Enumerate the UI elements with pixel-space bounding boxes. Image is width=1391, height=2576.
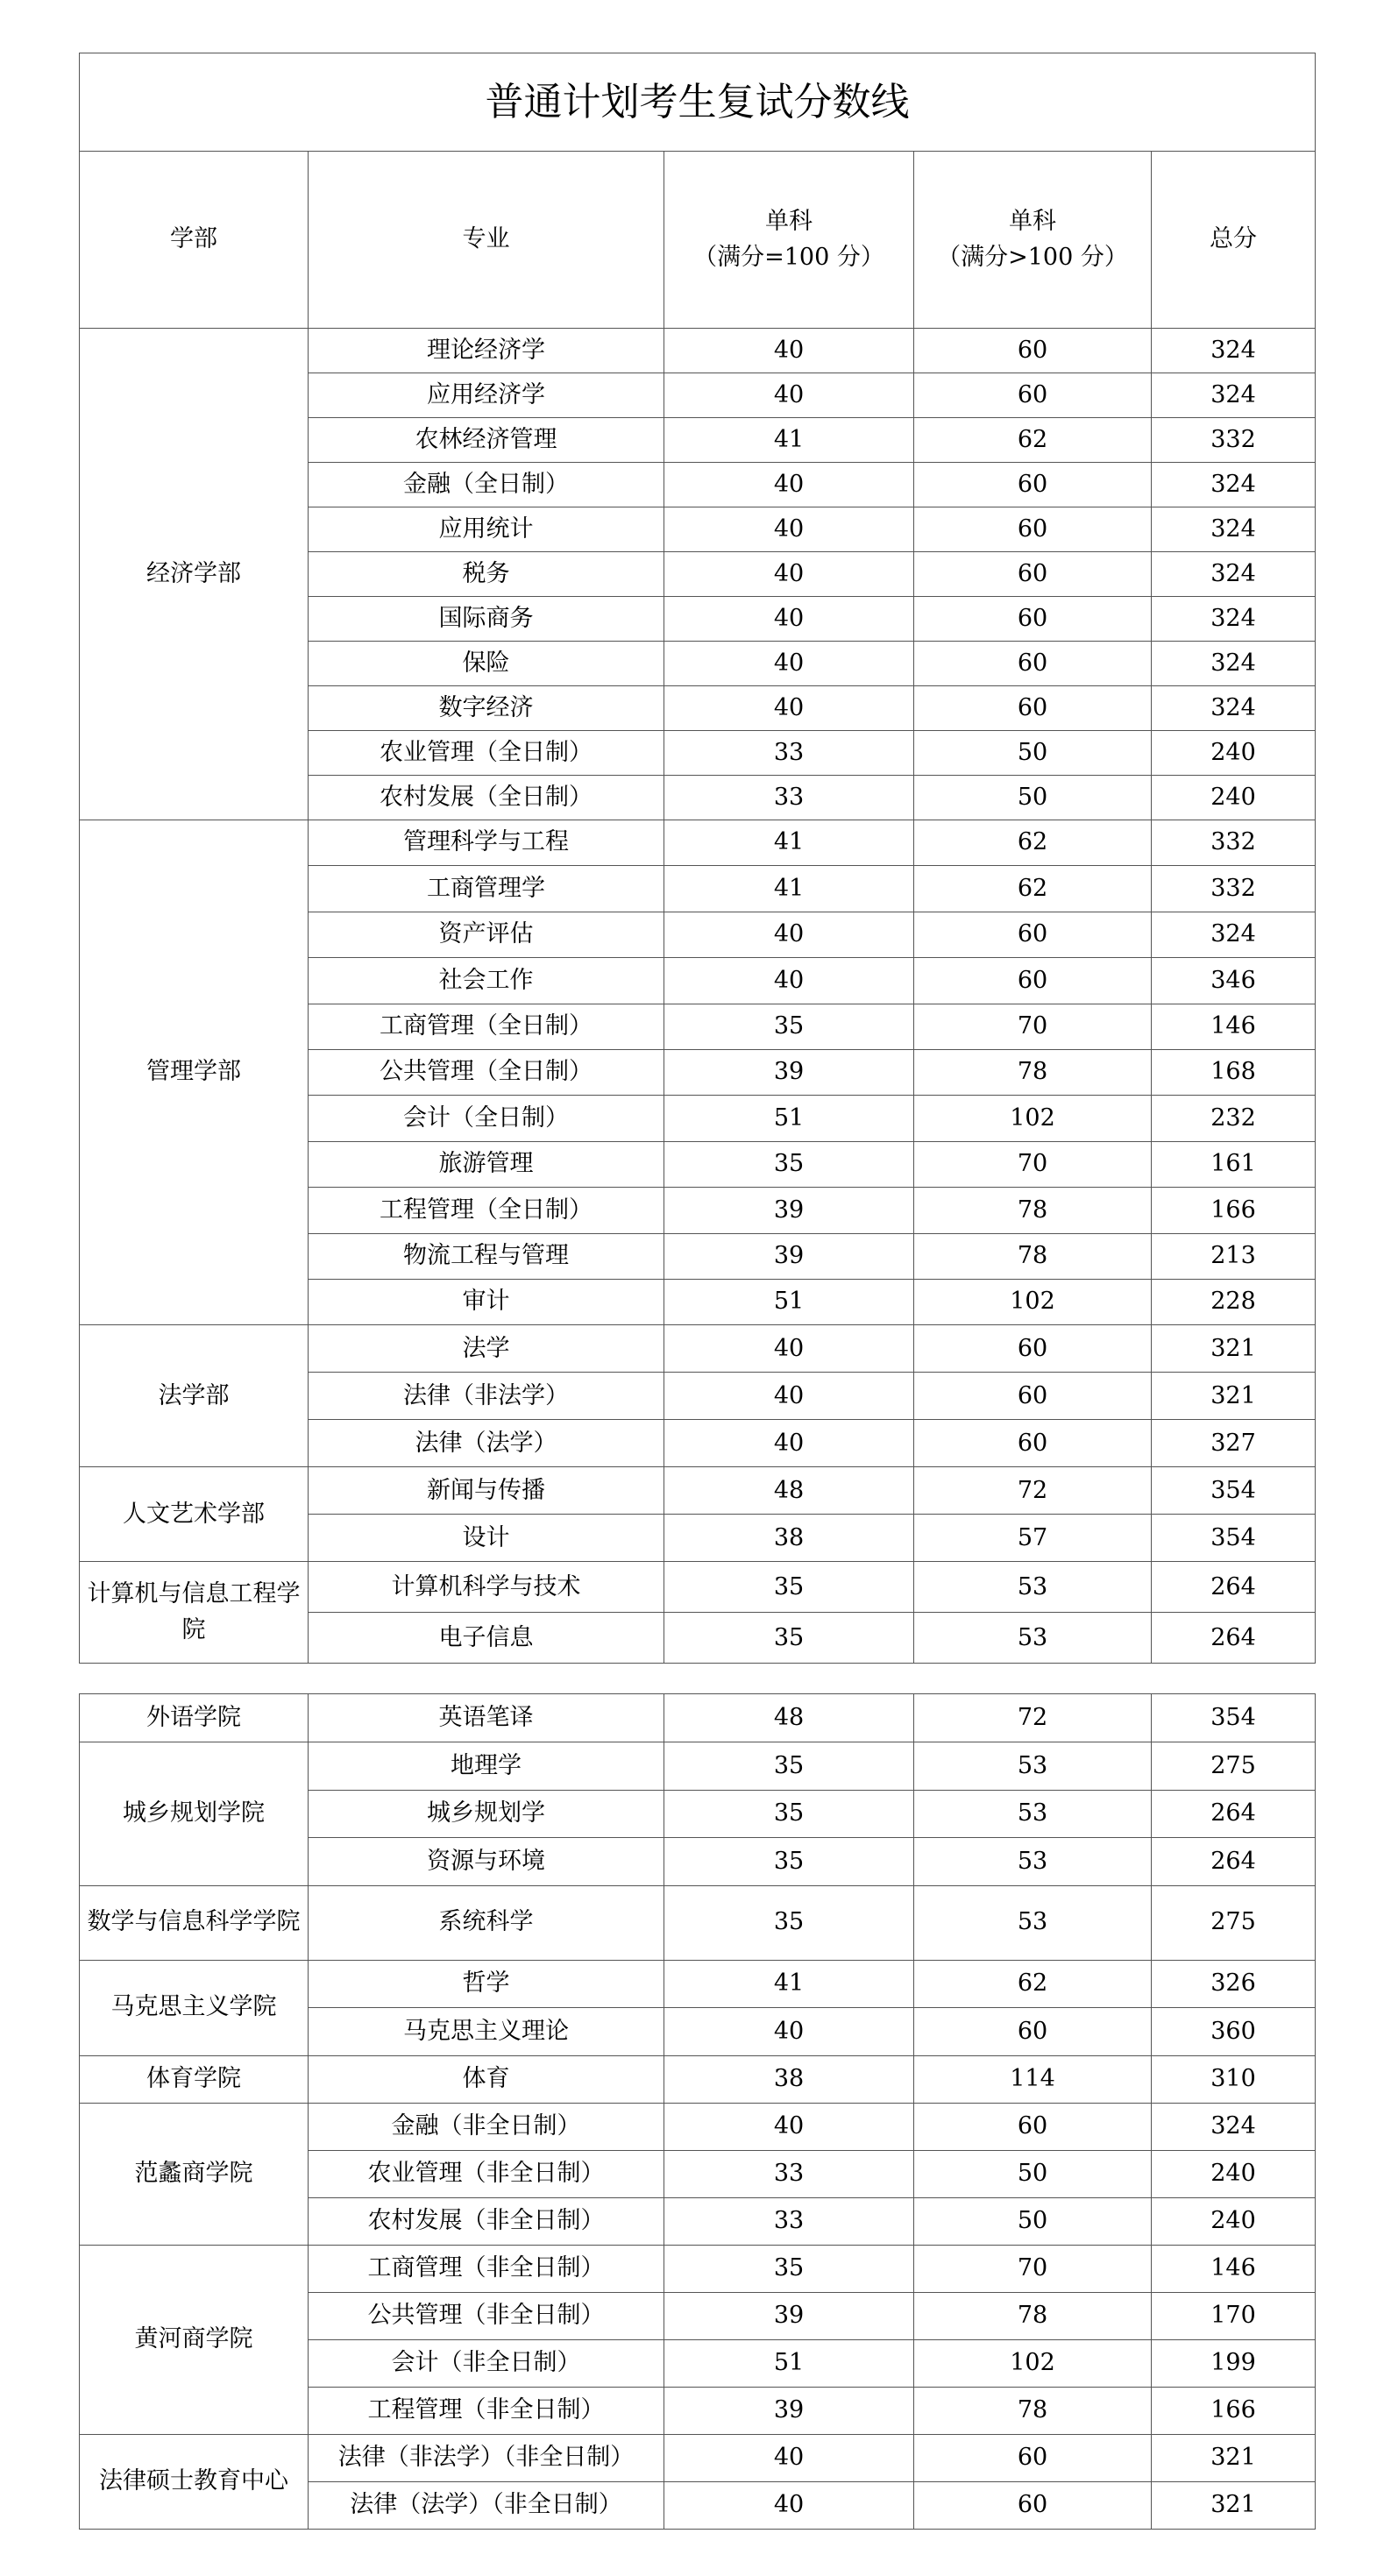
single-eq100-cell: 40	[664, 597, 914, 642]
score-table-part-2	[79, 1693, 1316, 2530]
major-cell: 管理科学与工程	[309, 820, 664, 866]
total-cell: 321	[1152, 2482, 1316, 2530]
major-cell: 理论经济学	[309, 329, 664, 373]
major-cell: 系统科学	[309, 1885, 664, 1960]
single-eq100-cell: 41	[664, 866, 914, 912]
major-cell: 农业管理（全日制）	[309, 731, 664, 776]
major-cell: 法律（非法学）（非全日制）	[309, 2435, 664, 2482]
single-gt100-cell: 60	[914, 958, 1152, 1004]
dept-cell: 计算机与信息工程学院	[80, 1562, 309, 1664]
dept-cell: 外语学院	[80, 1694, 309, 1742]
single-eq100-cell: 40	[664, 552, 914, 597]
table-body-2	[80, 1694, 1316, 2530]
single-gt100-cell: 78	[914, 2293, 1152, 2340]
major-cell: 地理学	[309, 1742, 664, 1791]
header-dept: 学部	[80, 152, 309, 329]
single-gt100-cell: 78	[914, 1049, 1152, 1095]
single-gt100-cell: 78	[914, 2388, 1152, 2435]
major-cell: 数字经济	[309, 686, 664, 731]
single-gt100-cell: 60	[914, 912, 1152, 957]
header-major: 专业	[309, 152, 664, 329]
dept-cell: 范蠡商学院	[80, 2104, 309, 2246]
total-cell: 360	[1152, 2008, 1316, 2056]
single-eq100-cell: 51	[664, 1279, 914, 1324]
single-eq100-cell: 35	[664, 1790, 914, 1838]
total-cell: 146	[1152, 2246, 1316, 2293]
single-eq100-cell: 39	[664, 2293, 914, 2340]
major-cell: 工商管理（全日制）	[309, 1004, 664, 1049]
total-cell: 199	[1152, 2340, 1316, 2388]
major-cell: 马克思主义理论	[309, 2008, 664, 2056]
major-cell: 计算机科学与技术	[309, 1562, 664, 1613]
single-eq100-cell: 35	[664, 1562, 914, 1613]
dept-cell: 人文艺术学部	[80, 1467, 309, 1562]
header-total: 总分	[1152, 152, 1316, 329]
total-cell: 161	[1152, 1141, 1316, 1187]
single-gt100-cell: 53	[914, 1742, 1152, 1791]
single-gt100-cell: 60	[914, 1373, 1152, 1420]
single-eq100-cell: 40	[664, 958, 914, 1004]
major-cell: 国际商务	[309, 597, 664, 642]
dept-cell: 法律硕士教育中心	[80, 2435, 309, 2530]
total-cell: 324	[1152, 552, 1316, 597]
total-cell: 354	[1152, 1467, 1316, 1515]
dept-cell: 马克思主义学院	[80, 1960, 309, 2055]
single-gt100-cell: 60	[914, 329, 1152, 373]
table-body-1	[80, 329, 1316, 1664]
major-cell: 农村发展（全日制）	[309, 776, 664, 820]
total-cell: 332	[1152, 418, 1316, 463]
total-cell: 332	[1152, 820, 1316, 866]
table-row	[80, 1467, 1316, 1515]
single-gt100-cell: 60	[914, 1325, 1152, 1373]
single-eq100-cell: 35	[664, 1742, 914, 1791]
total-cell: 166	[1152, 1188, 1316, 1233]
major-cell: 新闻与传播	[309, 1467, 664, 1515]
score-table-part-1	[79, 53, 1316, 1664]
major-cell: 保险	[309, 642, 664, 686]
single-gt100-cell: 72	[914, 1467, 1152, 1515]
single-gt100-cell: 72	[914, 1694, 1152, 1742]
total-cell: 354	[1152, 1515, 1316, 1562]
total-cell: 324	[1152, 912, 1316, 957]
total-cell: 324	[1152, 2104, 1316, 2151]
total-cell: 310	[1152, 2055, 1316, 2104]
total-cell: 213	[1152, 1233, 1316, 1279]
single-eq100-cell: 40	[664, 912, 914, 957]
table-row	[80, 1325, 1316, 1373]
table-row	[80, 820, 1316, 866]
table-row	[80, 329, 1316, 373]
single-gt100-cell: 57	[914, 1515, 1152, 1562]
single-gt100-cell: 60	[914, 373, 1152, 418]
dept-cell: 法学部	[80, 1325, 309, 1467]
major-cell: 电子信息	[309, 1613, 664, 1664]
single-gt100-cell: 60	[914, 2482, 1152, 2530]
single-eq100-cell: 51	[664, 1096, 914, 1141]
single-eq100-cell: 40	[664, 2104, 914, 2151]
single-gt100-cell: 60	[914, 2008, 1152, 2056]
header-single-gt100-line1: 单科	[1009, 208, 1056, 235]
single-eq100-cell: 40	[664, 2435, 914, 2482]
major-cell: 农业管理（非全日制）	[309, 2151, 664, 2198]
total-cell: 264	[1152, 1790, 1316, 1838]
single-eq100-cell: 40	[664, 1373, 914, 1420]
dept-cell: 城乡规划学院	[80, 1742, 309, 1886]
table-row	[80, 1960, 1316, 2008]
single-gt100-cell: 60	[914, 642, 1152, 686]
single-eq100-cell: 33	[664, 776, 914, 820]
single-eq100-cell: 38	[664, 2055, 914, 2104]
single-eq100-cell: 33	[664, 2198, 914, 2246]
major-cell: 工程管理（全日制）	[309, 1188, 664, 1233]
table-row	[80, 2246, 1316, 2293]
dept-cell: 管理学部	[80, 820, 309, 1325]
single-gt100-cell: 62	[914, 866, 1152, 912]
single-eq100-cell: 40	[664, 2482, 914, 2530]
total-cell: 166	[1152, 2388, 1316, 2435]
dept-cell: 体育学院	[80, 2055, 309, 2104]
single-gt100-cell: 102	[914, 1096, 1152, 1141]
single-gt100-cell: 60	[914, 2104, 1152, 2151]
total-cell: 321	[1152, 1373, 1316, 1420]
single-gt100-cell: 62	[914, 820, 1152, 866]
single-eq100-cell: 40	[664, 373, 914, 418]
single-eq100-cell: 40	[664, 463, 914, 507]
major-cell: 农村发展（非全日制）	[309, 2198, 664, 2246]
major-cell: 哲学	[309, 1960, 664, 2008]
single-eq100-cell: 41	[664, 1960, 914, 2008]
total-cell: 324	[1152, 597, 1316, 642]
total-cell: 324	[1152, 463, 1316, 507]
major-cell: 应用统计	[309, 507, 664, 552]
single-eq100-cell: 39	[664, 1233, 914, 1279]
single-gt100-cell: 102	[914, 2340, 1152, 2388]
total-cell: 324	[1152, 507, 1316, 552]
total-cell: 146	[1152, 1004, 1316, 1049]
single-gt100-cell: 60	[914, 597, 1152, 642]
single-gt100-cell: 60	[914, 686, 1152, 731]
total-cell: 264	[1152, 1613, 1316, 1664]
major-cell: 工程管理（非全日制）	[309, 2388, 664, 2435]
single-gt100-cell: 62	[914, 418, 1152, 463]
single-gt100-cell: 102	[914, 1279, 1152, 1324]
single-eq100-cell: 41	[664, 820, 914, 866]
table-row	[80, 2055, 1316, 2104]
major-cell: 法律（法学）（非全日制）	[309, 2482, 664, 2530]
total-cell: 332	[1152, 866, 1316, 912]
single-eq100-cell: 39	[664, 2388, 914, 2435]
total-cell: 168	[1152, 1049, 1316, 1095]
major-cell: 城乡规划学	[309, 1790, 664, 1838]
single-eq100-cell: 40	[664, 642, 914, 686]
single-gt100-cell: 60	[914, 507, 1152, 552]
major-cell: 应用经济学	[309, 373, 664, 418]
single-eq100-cell: 40	[664, 686, 914, 731]
major-cell: 工商管理（非全日制）	[309, 2246, 664, 2293]
major-cell: 法学	[309, 1325, 664, 1373]
major-cell: 金融（非全日制）	[309, 2104, 664, 2151]
total-cell: 326	[1152, 1960, 1316, 2008]
total-cell: 264	[1152, 1562, 1316, 1613]
total-cell: 324	[1152, 642, 1316, 686]
single-eq100-cell: 33	[664, 731, 914, 776]
single-eq100-cell: 33	[664, 2151, 914, 2198]
major-cell: 物流工程与管理	[309, 1233, 664, 1279]
single-eq100-cell: 35	[664, 1613, 914, 1664]
major-cell: 法律（非法学）	[309, 1373, 664, 1420]
major-cell: 税务	[309, 552, 664, 597]
single-gt100-cell: 50	[914, 2198, 1152, 2246]
table-row	[80, 1742, 1316, 1791]
major-cell: 社会工作	[309, 958, 664, 1004]
single-eq100-cell: 48	[664, 1694, 914, 1742]
header-single-gt100-line2: （满分>100 分）	[937, 243, 1128, 271]
total-cell: 321	[1152, 1325, 1316, 1373]
single-eq100-cell: 51	[664, 2340, 914, 2388]
total-cell: 275	[1152, 1742, 1316, 1791]
total-cell: 324	[1152, 686, 1316, 731]
single-eq100-cell: 40	[664, 329, 914, 373]
single-gt100-cell: 78	[914, 1233, 1152, 1279]
single-eq100-cell: 35	[664, 1885, 914, 1960]
table-row	[80, 1694, 1316, 1742]
single-gt100-cell: 60	[914, 463, 1152, 507]
total-cell: 321	[1152, 2435, 1316, 2482]
major-cell: 审计	[309, 1279, 664, 1324]
single-gt100-cell: 78	[914, 1188, 1152, 1233]
single-eq100-cell: 40	[664, 1325, 914, 1373]
single-gt100-cell: 50	[914, 731, 1152, 776]
total-cell: 240	[1152, 776, 1316, 820]
major-cell: 工商管理学	[309, 866, 664, 912]
table-row	[80, 2104, 1316, 2151]
single-eq100-cell: 48	[664, 1467, 914, 1515]
major-cell: 设计	[309, 1515, 664, 1562]
single-gt100-cell: 53	[914, 1562, 1152, 1613]
table-row	[80, 1562, 1316, 1613]
major-cell: 体育	[309, 2055, 664, 2104]
header-single-eq100-line1: 单科	[765, 208, 813, 235]
dept-cell: 黄河商学院	[80, 2246, 309, 2435]
single-eq100-cell: 39	[664, 1049, 914, 1095]
major-cell: 旅游管理	[309, 1141, 664, 1187]
total-cell: 170	[1152, 2293, 1316, 2340]
total-cell: 324	[1152, 373, 1316, 418]
header-single-eq100	[664, 152, 914, 329]
header-single-gt100	[914, 152, 1152, 329]
single-eq100-cell: 35	[664, 1141, 914, 1187]
total-cell: 264	[1152, 1838, 1316, 1886]
total-cell: 240	[1152, 731, 1316, 776]
table-row	[80, 2435, 1316, 2482]
dept-cell: 数学与信息科学学院	[80, 1885, 309, 1960]
single-eq100-cell: 40	[664, 1420, 914, 1467]
major-cell: 会计（全日制）	[309, 1096, 664, 1141]
single-gt100-cell: 70	[914, 1004, 1152, 1049]
total-cell: 240	[1152, 2198, 1316, 2246]
single-eq100-cell: 35	[664, 1838, 914, 1886]
single-gt100-cell: 60	[914, 1420, 1152, 1467]
single-eq100-cell: 39	[664, 1188, 914, 1233]
total-cell: 324	[1152, 329, 1316, 373]
single-eq100-cell: 35	[664, 2246, 914, 2293]
major-cell: 金融（全日制）	[309, 463, 664, 507]
header-single-eq100-line2: （满分=100 分）	[693, 243, 884, 271]
single-gt100-cell: 53	[914, 1838, 1152, 1886]
single-gt100-cell: 50	[914, 776, 1152, 820]
single-gt100-cell: 60	[914, 2435, 1152, 2482]
total-cell: 346	[1152, 958, 1316, 1004]
total-cell: 240	[1152, 2151, 1316, 2198]
dept-cell: 经济学部	[80, 329, 309, 820]
major-cell: 公共管理（全日制）	[309, 1049, 664, 1095]
table-row	[80, 1885, 1316, 1960]
single-eq100-cell: 35	[664, 1004, 914, 1049]
single-eq100-cell: 40	[664, 507, 914, 552]
single-gt100-cell: 114	[914, 2055, 1152, 2104]
major-cell: 英语笔译	[309, 1694, 664, 1742]
table-title: 普通计划考生复试分数线	[80, 53, 1316, 152]
single-eq100-cell: 41	[664, 418, 914, 463]
single-gt100-cell: 70	[914, 1141, 1152, 1187]
single-gt100-cell: 53	[914, 1790, 1152, 1838]
single-gt100-cell: 70	[914, 2246, 1152, 2293]
single-gt100-cell: 50	[914, 2151, 1152, 2198]
single-eq100-cell: 40	[664, 2008, 914, 2056]
single-gt100-cell: 53	[914, 1885, 1152, 1960]
single-gt100-cell: 60	[914, 552, 1152, 597]
total-cell: 228	[1152, 1279, 1316, 1324]
major-cell: 资产评估	[309, 912, 664, 957]
total-cell: 327	[1152, 1420, 1316, 1467]
single-eq100-cell: 38	[664, 1515, 914, 1562]
major-cell: 资源与环境	[309, 1838, 664, 1886]
major-cell: 公共管理（非全日制）	[309, 2293, 664, 2340]
total-cell: 275	[1152, 1885, 1316, 1960]
major-cell: 会计（非全日制）	[309, 2340, 664, 2388]
major-cell: 农林经济管理	[309, 418, 664, 463]
major-cell: 法律（法学）	[309, 1420, 664, 1467]
total-cell: 232	[1152, 1096, 1316, 1141]
total-cell: 354	[1152, 1694, 1316, 1742]
single-gt100-cell: 62	[914, 1960, 1152, 2008]
single-gt100-cell: 53	[914, 1613, 1152, 1664]
